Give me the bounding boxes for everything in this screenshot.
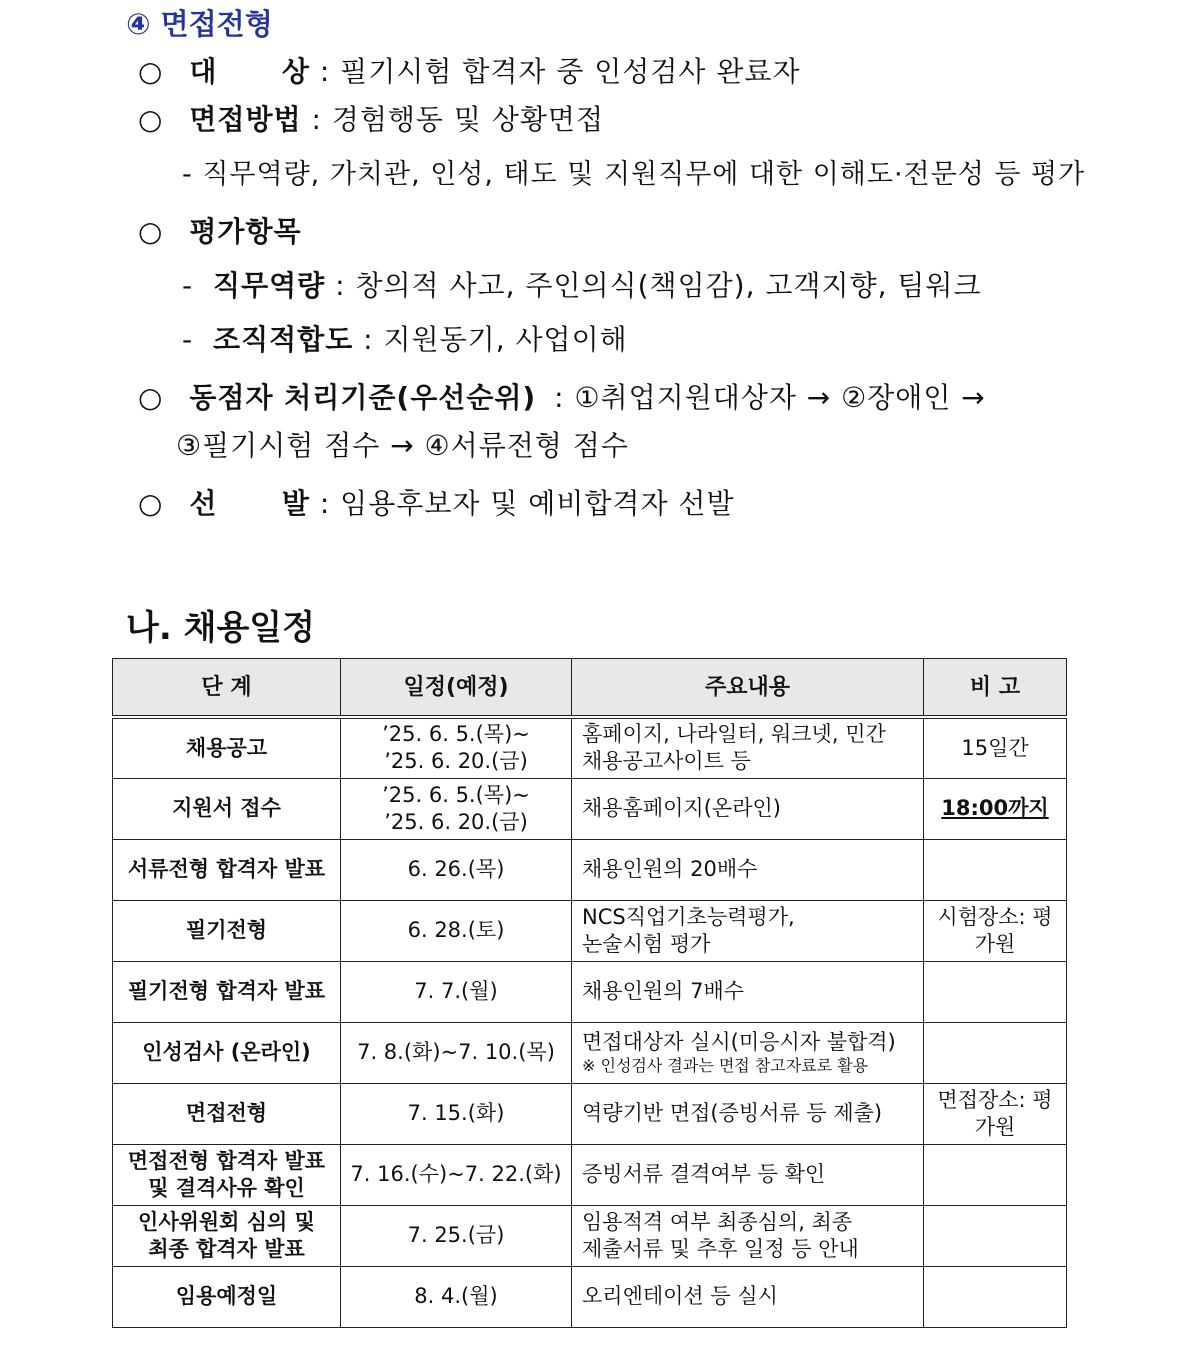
content-line: 홈페이지, 나라일터, 워크넷, 민간 bbox=[582, 722, 886, 747]
date-line: ’25. 6. 20.(금) bbox=[384, 809, 528, 834]
table-row bbox=[113, 839, 1067, 900]
header-note: 비 고 bbox=[924, 659, 1067, 718]
target-label: 대 상 bbox=[189, 55, 310, 88]
date-cell: 7. 7.(월) bbox=[341, 961, 572, 1022]
note-cell bbox=[924, 961, 1067, 1022]
date-cell bbox=[341, 717, 572, 778]
eval-item2-label: 조직적합도 bbox=[213, 323, 354, 356]
tie-text-2: ③필기시험 점수 → ④서류전형 점수 bbox=[176, 429, 629, 462]
table-row bbox=[113, 1266, 1067, 1327]
date-cell: 7. 16.(수)~7. 22.(화) bbox=[341, 1144, 572, 1205]
stage-cell: 지원서 접수 bbox=[113, 778, 341, 839]
date-cell: 7. 15.(화) bbox=[341, 1083, 572, 1144]
stage-cell: 채용공고 bbox=[113, 717, 341, 778]
content-line: 면접대상자 실시(미응시자 불합격) bbox=[582, 1030, 896, 1054]
content-line: 제출서류 및 추후 일정 등 안내 bbox=[582, 1236, 859, 1261]
note-cell bbox=[924, 1144, 1067, 1205]
tie-label: 동점자 처리기준(우선순위) bbox=[189, 381, 537, 414]
stage-line: 최종 합격자 발표 bbox=[148, 1236, 305, 1261]
bullet: ○ bbox=[138, 215, 164, 248]
stage-cell bbox=[113, 1205, 341, 1266]
select-line bbox=[138, 482, 735, 522]
stage-line: 및 결격사유 확인 bbox=[148, 1175, 305, 1200]
table-row bbox=[113, 1022, 1067, 1083]
table-row bbox=[113, 778, 1067, 839]
eval-item1-label: 직무역량 bbox=[213, 269, 326, 302]
date-cell: 6. 26.(목) bbox=[341, 839, 572, 900]
note-cell bbox=[924, 1266, 1067, 1327]
stage-cell: 필기전형 bbox=[113, 900, 341, 961]
note-cell: 면접장소: 평가원 bbox=[924, 1083, 1067, 1144]
date-line: ’25. 6. 5.(목)~ bbox=[382, 782, 530, 807]
stage-cell: 필기전형 합격자 발표 bbox=[113, 961, 341, 1022]
table-row bbox=[113, 1083, 1067, 1144]
table-row bbox=[113, 717, 1067, 778]
content-cell: 오리엔테이션 등 실시 bbox=[572, 1266, 924, 1327]
content-cell: 채용인원의 20배수 bbox=[572, 839, 924, 900]
bullet: ○ bbox=[138, 487, 164, 520]
schedule-table bbox=[112, 658, 1067, 1328]
content-cell: 채용홈페이지(온라인) bbox=[572, 778, 924, 839]
content-cell bbox=[572, 1205, 924, 1266]
stage-line: 면접전형 합격자 발표 bbox=[127, 1148, 326, 1173]
dash: - bbox=[182, 323, 194, 356]
note-cell bbox=[924, 1205, 1067, 1266]
section-title-interview: ④ 면접전형 bbox=[126, 7, 273, 41]
header-content: 주요내용 bbox=[572, 659, 924, 718]
date-cell: 7. 25.(금) bbox=[341, 1205, 572, 1266]
stage-cell: 서류전형 합격자 발표 bbox=[113, 839, 341, 900]
table-header-row bbox=[113, 659, 1067, 718]
target-line bbox=[138, 50, 801, 90]
bullet: ○ bbox=[138, 103, 164, 136]
header-date: 일정(예정) bbox=[341, 659, 572, 718]
stage-line: 인사위원회 심의 및 bbox=[138, 1209, 315, 1234]
eval-item-fit bbox=[182, 318, 628, 358]
method-sub: - 직무역량, 가치관, 인성, 태도 및 지원직무에 대한 이해도·전문성 등 평가 bbox=[182, 159, 1086, 190]
method-label: 면접방법 bbox=[189, 103, 302, 136]
content-note: ※ 인성검사 결과는 면접 참고자료로 활용 bbox=[582, 1056, 869, 1075]
method-text: : 경험행동 및 상황면접 bbox=[311, 103, 605, 136]
table-row bbox=[113, 961, 1067, 1022]
content-cell bbox=[572, 717, 924, 778]
deadline-note: 18:00까지 bbox=[941, 796, 1049, 820]
date-line: ’25. 6. 20.(금) bbox=[384, 749, 528, 774]
date-cell: 7. 8.(화)~7. 10.(목) bbox=[341, 1022, 572, 1083]
content-cell: 역량기반 면접(증빙서류 등 제출) bbox=[572, 1083, 924, 1144]
table-row bbox=[113, 1205, 1067, 1266]
content-cell: 증빙서류 결격여부 등 확인 bbox=[572, 1144, 924, 1205]
eval-item-competency bbox=[182, 264, 982, 304]
stage-cell: 면접전형 bbox=[113, 1083, 341, 1144]
eval-item1-text: : 창의적 사고, 주인의식(책임감), 고객지향, 팀워크 bbox=[335, 269, 982, 302]
tie-text-1: : ①취업지원대상자 → ②장애인 → bbox=[554, 381, 986, 414]
bullet: ○ bbox=[138, 55, 164, 88]
header-stage: 단 계 bbox=[113, 659, 341, 718]
date-line: ’25. 6. 5.(목)~ bbox=[382, 722, 530, 747]
date-cell: 8. 4.(월) bbox=[341, 1266, 572, 1327]
note-cell bbox=[924, 778, 1067, 839]
note-cell bbox=[924, 839, 1067, 900]
note-cell: 시험장소: 평가원 bbox=[924, 900, 1067, 961]
method-line bbox=[138, 98, 604, 138]
tie-line bbox=[138, 376, 986, 416]
content-cell: 채용인원의 7배수 bbox=[572, 961, 924, 1022]
eval-line bbox=[138, 210, 302, 250]
content-line: NCS직업기초능력평가, bbox=[582, 904, 795, 929]
stage-cell: 임용예정일 bbox=[113, 1266, 341, 1327]
select-text: : 임용후보자 및 예비합격자 선발 bbox=[319, 487, 735, 520]
table-row bbox=[113, 900, 1067, 961]
eval-item2-text: : 지원동기, 사업이해 bbox=[363, 323, 628, 356]
date-cell: 6. 28.(토) bbox=[341, 900, 572, 961]
stage-cell: 인성검사 (온라인) bbox=[113, 1022, 341, 1083]
content-line: 임용적격 여부 최종심의, 최종 bbox=[582, 1209, 853, 1234]
target-text: : 필기시험 합격자 중 인성검사 완료자 bbox=[319, 55, 801, 88]
note-cell: 15일간 bbox=[924, 717, 1067, 778]
content-cell bbox=[572, 1022, 924, 1083]
note-cell bbox=[924, 1022, 1067, 1083]
schedule-title: 나. 채용일정 bbox=[126, 608, 315, 648]
stage-cell bbox=[113, 1144, 341, 1205]
content-line: 채용공고사이트 등 bbox=[582, 749, 751, 774]
eval-label: 평가항목 bbox=[189, 215, 302, 248]
content-cell bbox=[572, 900, 924, 961]
table-row bbox=[113, 1144, 1067, 1205]
select-label: 선 발 bbox=[189, 487, 310, 520]
bullet: ○ bbox=[138, 381, 164, 414]
dash: - bbox=[182, 269, 194, 302]
content-line: 논술시험 평가 bbox=[582, 931, 711, 956]
date-cell bbox=[341, 778, 572, 839]
